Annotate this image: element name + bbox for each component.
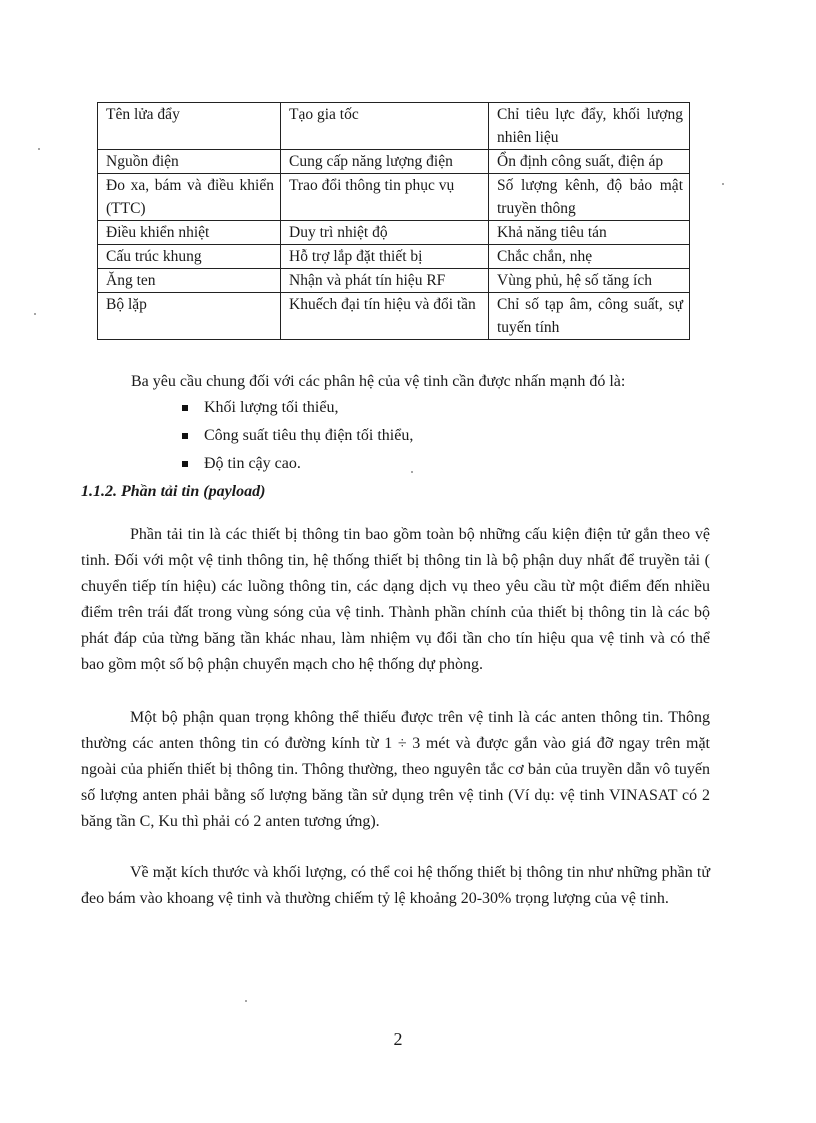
- table-cell: Chắc chắn, nhẹ: [489, 245, 690, 269]
- scan-speck: [722, 183, 724, 185]
- table-cell: Điều khiển nhiệt: [98, 221, 281, 245]
- body-paragraph: Về mặt kích thước và khối lượng, có thể coi hệ thống thiết bị thông tin như những phần tử đeo bám vào khoang vệ tinh và thường chiếm tỷ lệ khoảng 20-30% trọng lượng của vệ tinh.: [81, 864, 710, 907]
- square-bullet-icon: [182, 405, 188, 411]
- list-item: [180, 452, 413, 480]
- section-heading: 1.1.2. Phần tải tin (payload): [81, 483, 266, 500]
- table-cell: Vùng phủ, hệ số tăng ích: [489, 269, 690, 293]
- scan-speck: [245, 1000, 247, 1002]
- list-item-text: Công suất tiêu thụ điện tối thiểu,: [204, 427, 414, 444]
- square-bullet-icon: [182, 433, 188, 439]
- table-row: [98, 174, 690, 221]
- list-item: [180, 424, 413, 452]
- table-cell: Tạo gia tốc: [281, 103, 489, 150]
- table-cell: Chỉ số tạp âm, công suất, sự tuyến tính: [489, 293, 690, 340]
- square-bullet-icon: [182, 461, 188, 467]
- table-cell: Ăng ten: [98, 269, 281, 293]
- list-item: [180, 396, 413, 424]
- table-cell: Khả năng tiêu tán: [489, 221, 690, 245]
- list-item-text: Độ tin cậy cao.: [204, 455, 301, 472]
- table-row: [98, 269, 690, 293]
- table-cell: Cung cấp năng lượng điện: [281, 150, 489, 174]
- table-cell: Ổn định công suất, điện áp: [489, 150, 690, 174]
- table-row: [98, 293, 690, 340]
- table-cell: Bộ lặp: [98, 293, 281, 340]
- table-cell: Cấu trúc khung: [98, 245, 281, 269]
- body-paragraph: Phần tải tin là các thiết bị thông tin bao gồm toàn bộ những cấu kiện điện tử gắn theo vệ tinh. Đối với một vệ tinh thông tin, hệ thống thiết bị thông tin là bộ phận duy nhất để truyền tải ( chuyển tiếp tín hiệu) các luồng thông tin, các dạng dịch vụ theo yêu cầu từ một điểm đến nhiều điểm trên trái đất trong vùng sóng của vệ tinh. Thành phần chính của thiết bị thông tin là các bộ phát đáp của từng băng tần khác nhau, làm nhiệm vụ đổi tần cho tín hiệu qua vệ tinh và có thể bao gồm một số bộ phận chuyển mạch cho hệ thống dự phòng.: [81, 526, 710, 673]
- scan-speck: [38, 148, 40, 150]
- table-cell: Hỗ trợ lắp đặt thiết bị: [281, 245, 489, 269]
- table-cell: Duy trì nhiệt độ: [281, 221, 489, 245]
- list-item-text: Khối lượng tối thiểu,: [204, 399, 339, 416]
- scan-speck: [34, 313, 36, 315]
- table-row: [98, 221, 690, 245]
- table-cell: Đo xa, bám và điều khiển (TTC): [98, 174, 281, 221]
- requirements-intro: Ba yêu cầu chung đối với các phân hệ của vệ tinh cần được nhấn mạnh đó là:: [131, 373, 626, 390]
- table-cell: Nguồn điện: [98, 150, 281, 174]
- table-cell: Khuếch đại tín hiệu và đổi tần: [281, 293, 489, 340]
- table-cell: Tên lửa đẩy: [98, 103, 281, 150]
- table-row: [98, 245, 690, 269]
- table-row: [98, 103, 690, 150]
- scan-speck: [411, 471, 413, 473]
- table-cell: Số lượng kênh, độ bảo mật truyền thông: [489, 174, 690, 221]
- table-cell: Nhận và phát tín hiệu RF: [281, 269, 489, 293]
- table-cell: Trao đổi thông tin phục vụ: [281, 174, 489, 221]
- body-paragraph: Một bộ phận quan trọng không thể thiếu được trên vệ tinh là các anten thông tin. Thông thường các anten thông tin có đường kính từ 1 ÷ 3 mét và được gắn vào giá đỡ ngay trên mặt ngoài của phiến thiết bị thông tin. Thông thường, theo nguyên tắc cơ bản của truyền dẫn vô tuyến số lượng anten phải bằng số lượng băng tần sử dụng trên vệ tinh (Ví dụ: vệ tinh VINASAT có 2 băng tần C, Ku thì phải có 2 anten tương ứng).: [81, 709, 710, 830]
- subsystem-table: [97, 102, 690, 340]
- table-cell: Chỉ tiêu lực đẩy, khối lượng nhiên liệu: [489, 103, 690, 150]
- page-number: 2: [393, 1029, 403, 1049]
- table-row: [98, 150, 690, 174]
- requirements-list: [180, 396, 413, 480]
